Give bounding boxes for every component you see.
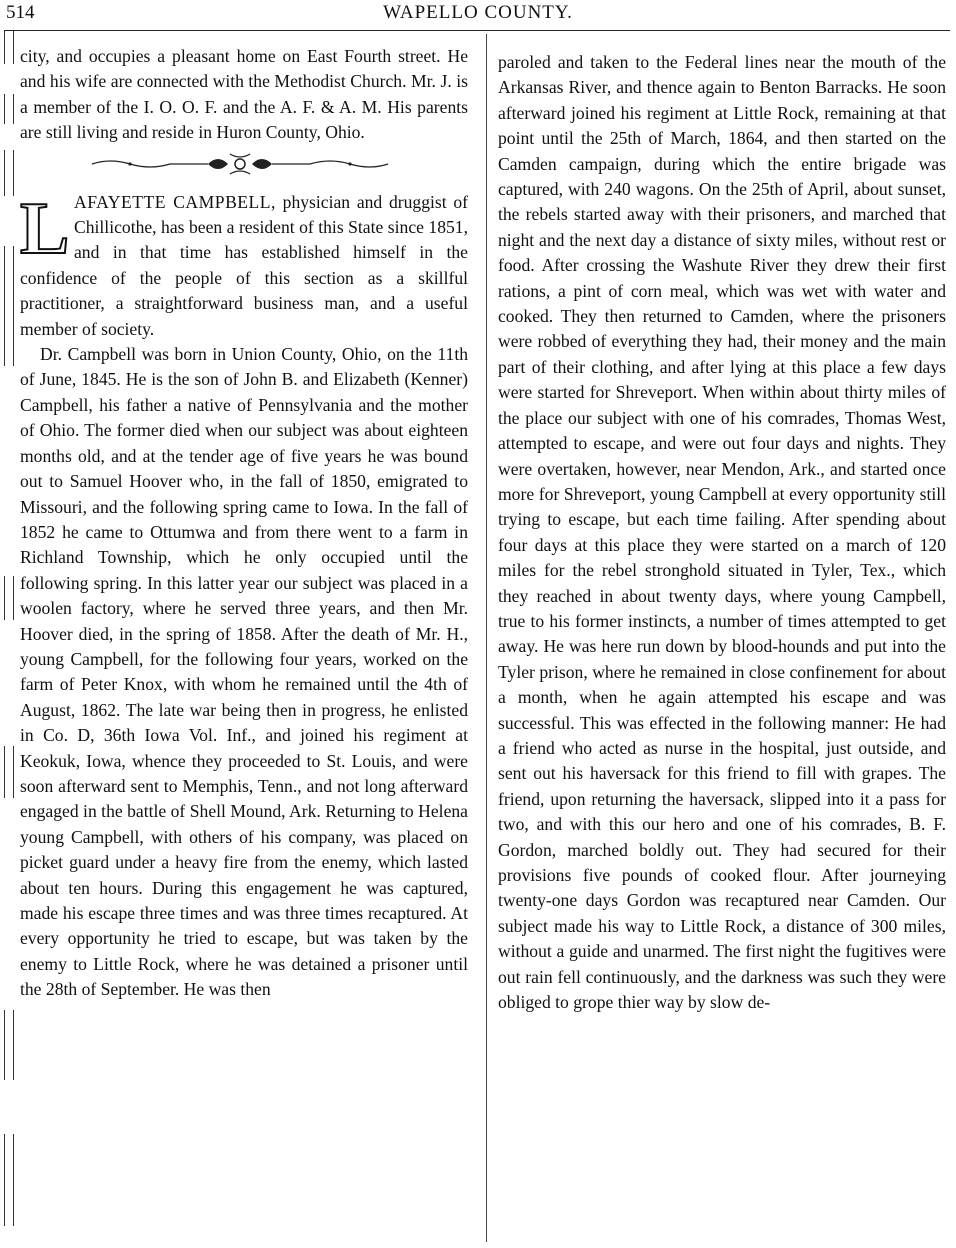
continued-paragraph: paroled and taken to the Federal lines near the mouth of the Arkansas River, and thence again to Benton Barracks. He soon afterward joined his regiment at Little Rock, remaining at that point until the 25th of March, 1864, and then started on the Camden campaign, during which the entire brigade was captured, with 240 wagons. On the 25th of April, about sunset, the rebels started away with their prisoners, and marched that night and the next day a distance of sixty miles, without rest or food. After crossing the Washute River they drew their first rations, a pint of corn meal, which was wet with water and cooked. They then returned to Camden, where the prisoners were robbed of everything they had, their money and the main part of their clothing, and after lying at this place a few days were started for Shreveport. When within about thirty miles of the place our subject with one of his comrades, Thomas West, attempted to escape, and were out four days and nights. They were overtaken, however, near Mendon, Ark., and started once more for Shreveport, young Campbell at every opportunity still trying to escape, but each time failing. After spending about four days at this place they were started on a march of 120 miles for the rebel stronghold situated in Tyler, Tex., which they reached in about twenty days, where young Campbell, true to his former instincts, a number of times attempted to get away. He was here run down by blood-hounds and put into the Tyler prison, where he remained in close confinement for about a month, when he again attempted his escape and was successful. This was effected in the following manner: He had a friend who acted as nurse in the hospital, just outside, and sent out his haversack for this friend to fill with grapes. The friend, upon returning the haversack, slipped into it a pass for two, and with this our hero and one of his comrades, B. F. Gordon, marched boldly out. They had secured for their provisions five pounds of cooked flour. After journeying twenty-one days Gordon was recaptured near Camden. Our subject made his way to Little Rock, a distance of 300 miles, without a guide and unarmed. The first night the fugitives were out rain fell continuously, and the darkness was such they were obliged to grope thier way by slow de- <box>498 52 946 1013</box>
margin-mark <box>4 1010 14 1080</box>
right-column <box>498 50 946 1015</box>
running-head: WAPELLO COUNTY. <box>383 2 573 23</box>
left-column <box>20 44 468 1003</box>
biography-heading: AFAYETTE CAMPBELL, <box>74 191 276 212</box>
margin-mark <box>4 30 14 64</box>
drop-cap: L <box>20 187 70 270</box>
margin-mark <box>4 246 14 366</box>
biography-body-paragraph: Dr. Campbell was born in Union County, Ohio, on the 11th of June, 1845. He is the son of John B. and Elizabeth (Kenner) Campbell, his father a native of Pennsylvania and the mother of Ohio. The former died when our subject was about eighteen months old, and at the tender age of five years he was bound out to Samuel Hoover who, in the fall of 1850, emigrated to Missouri, and the following spring came to Iowa. In the fall of 1852 he came to Ottumwa and from there went to a farm in Richland Township, which he only occupied until the following spring. In this latter year our subject was placed in a woolen factory, where he served three years, and then Mr. Hoover died, in the spring of 1858. After the death of Mr. H., young Campbell, for the following four years, worked on the farm of Peter Knox, with whom he remained until the 4th of August, 1862. The late war being then in progress, he enlisted in Co. D, 36th Iowa Vol. Inf., and joined his regiment at Keokuk, Iowa, whence they proceeded to St. Louis, and were soon afterward sent to Memphis, Tenn., and not long afterward engaged in the battle of Shell Mound, Ark. Returning to Helena young Campbell, with others of his company, was placed on picket guard under a heavy fire from the enemy, which lasted about ten hours. During this engagement he was captured, made his escape three times and was three times recaptured. At every opportunity he tried to escape, but was taken by the enemy to Little Rock, where he was detained a prisoner until the 28th of September. He was then <box>20 344 468 1000</box>
section-ornament <box>20 146 468 190</box>
page-number: 514 <box>6 2 35 23</box>
margin-mark <box>4 150 14 196</box>
margin-mark <box>4 576 14 620</box>
margin-mark <box>4 746 14 798</box>
column-divider <box>486 34 487 1242</box>
intro-paragraph: city, and occupies a pleasant home on East Fourth street. He and his wife are connected with the Methodist Church. Mr. J. is a member of the I. O. O. F. and the A. F. & A. M. His parents are still living and reside in Huron County, Ohio. <box>20 46 468 143</box>
header-rule <box>4 30 950 31</box>
ornament-flourish-icon <box>90 150 390 178</box>
margin-mark <box>4 94 14 124</box>
biography-lead-paragraph <box>20 187 468 342</box>
margin-mark <box>4 1134 14 1226</box>
lead-paragraph-text: physician and druggist of Chillicothe, has been a resident of this State since 1851, and in that time has established himself in the confidence of the people of this section as a skillful practitioner, a straightforward business man, and a useful member of society. <box>20 191 468 339</box>
